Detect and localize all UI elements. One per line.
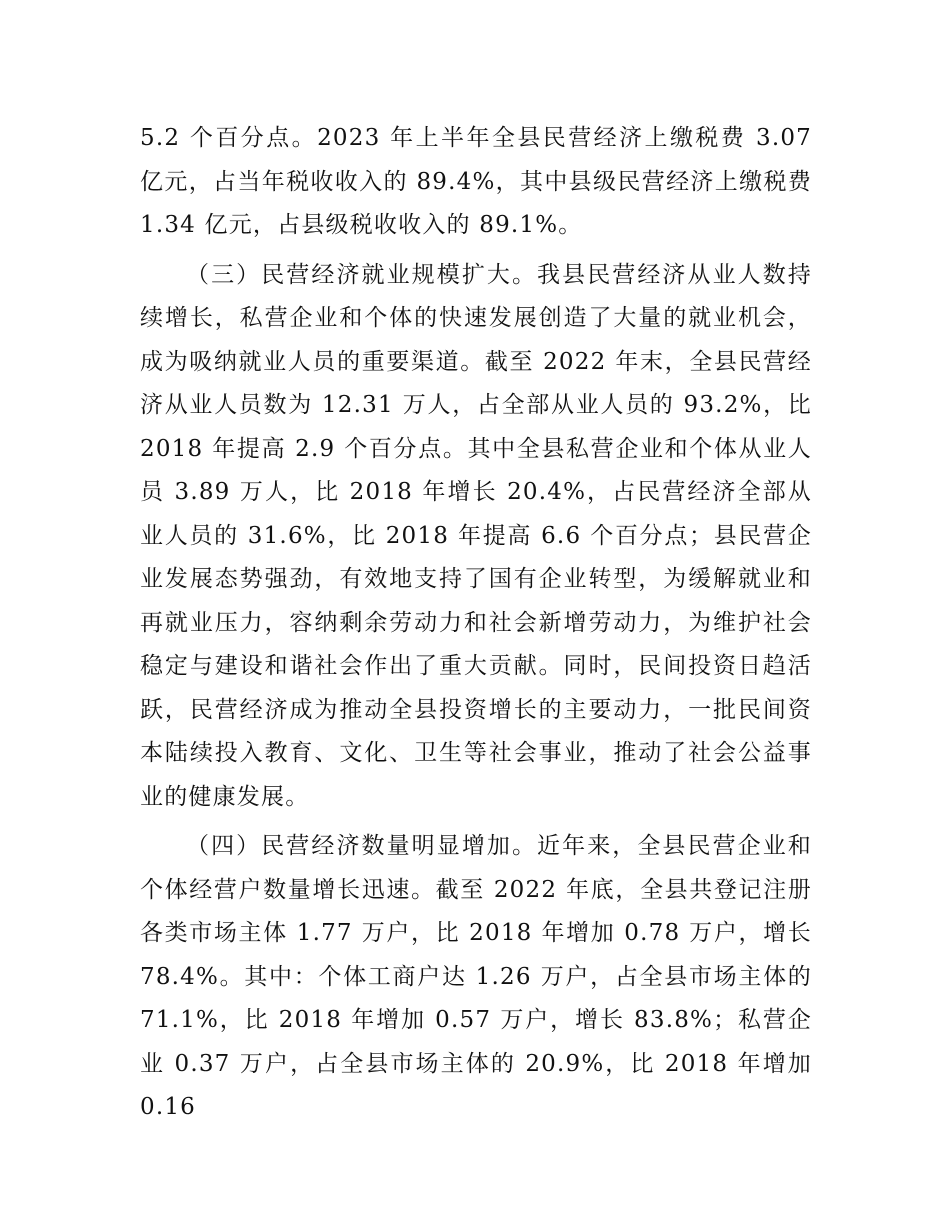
- paragraph-tax-contribution: 5.2 个百分点。2023 年上半年全县民营经济上缴税费 3.07 亿元，占当年税收收入的 89.4%，其中县级民营经济上缴税费 1.34 亿元，占县级税收收入的 89.1%。: [140, 125, 812, 238]
- paragraph-entity-count: （四）民营经济数量明显增加。近年来，全县民营企业和个体经营户数量增长迅速。截至 2022 年底，全县共登记注册各类市场主体 1.77 万户，比 2018 年增加 0.78 万户，增长 78.4%。其中：个体工商户达 1.26 万户，占全县市场主体的 71.1%，比 2018 年增加 0.57 万户，增长 83.8%；私营企业 0.37 万户，占全县市场主体的 20.9%，比 2018 年增加 0.16: [140, 833, 812, 1120]
- paragraph-employment-scale: （三）民营经济就业规模扩大。我县民营经济从业人数持续增长，私营企业和个体的快速发展创造了大量的就业机会，成为吸纳就业人员的重要渠道。截至 2022 年末，全县民营经济从业人员数为 12.31 万人，占全部从业人员的 93.2%，比 2018 年提高 2.9 个百分点。其中全县私营企业和个体从业人员 3.89 万人，比 2018 年增长 20.4%，占民营经济全部从业人员的 31.6%，比 2018 年提高 6.6 个百分点；县民营企业发展态势强劲，有效地支持了国有企业转型，为缓解就业和再就业压力，容纳剩余劳动力和社会新增劳动力，为维护社会稳定与建设和谐社会作出了重大贡献。同时，民间投资日趋活跃，民营经济成为推动全县投资增长的主要动力，一批民间资本陆续投入教育、文化、卫生等社会事业，推动了社会公益事业的健康发展。: [140, 261, 812, 810]
- document-page: [140, 117, 812, 1130]
